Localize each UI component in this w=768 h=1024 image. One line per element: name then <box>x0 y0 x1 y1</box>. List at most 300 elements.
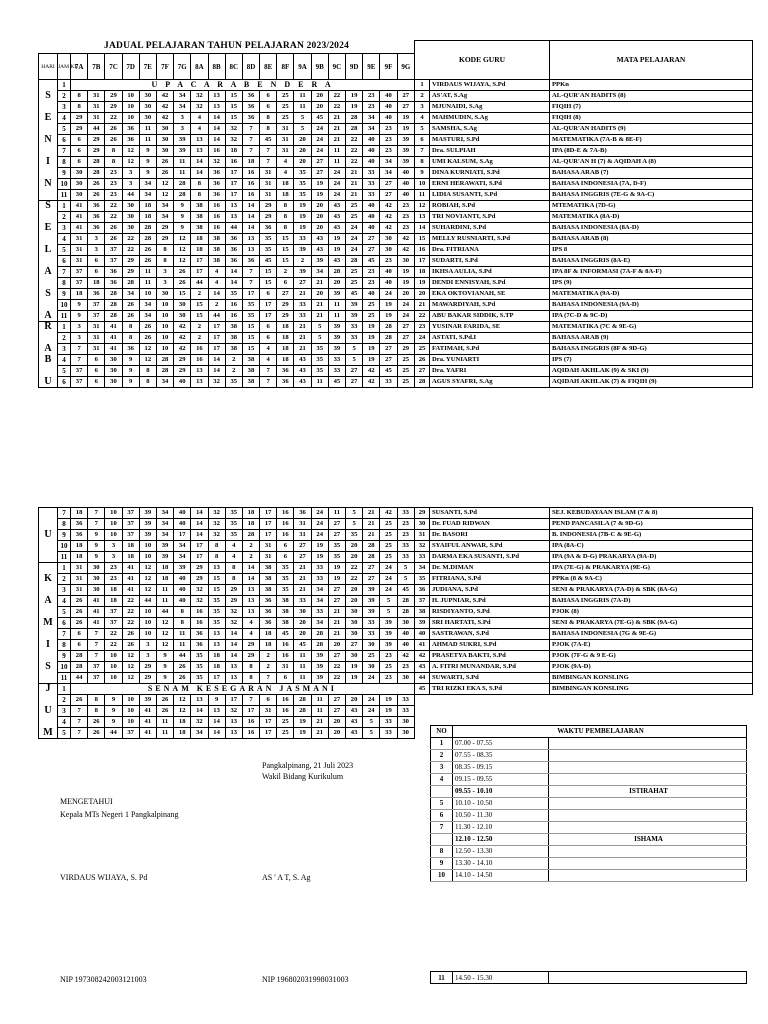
teacher-code-cell: 12 <box>156 618 173 629</box>
teacher-number: 31 <box>415 530 430 541</box>
teacher-code-cell: 6 <box>71 629 88 640</box>
teacher-code-cell: 36 <box>88 223 105 234</box>
teacher-name: FITRIANA, S.Pd <box>430 574 550 585</box>
teacher-name: VIRDAUS WIJAYA, S.Pd <box>430 80 550 91</box>
teacher-subject: BIMBINGAN KONSLING <box>550 684 753 695</box>
time-range: 14.10 - 14.50 <box>453 870 549 882</box>
teacher-code-cell: 24 <box>397 300 414 311</box>
time-note <box>549 774 747 786</box>
teacher-code-cell: 23 <box>380 124 397 135</box>
teacher-code-cell: 27 <box>363 245 380 256</box>
teacher-code-cell: 30 <box>397 728 414 739</box>
teacher-code-cell: 42 <box>397 651 414 662</box>
teacher-code-cell: 8 <box>139 366 156 377</box>
teacher-code-cell: 12 <box>156 640 173 651</box>
day-letter-cell <box>39 717 58 728</box>
teacher-code-cell: 41 <box>71 223 88 234</box>
schedule-row <box>39 146 415 157</box>
teacher-code-cell: 5 <box>397 574 414 585</box>
teacher-name: RISDIYANTO, S.Pd <box>430 607 550 618</box>
teacher-code-cell: 9 <box>71 300 88 311</box>
teacher-code-cell: 33 <box>328 355 345 366</box>
teacher-number: 18 <box>415 267 430 278</box>
teacher-code-cell: 31 <box>277 135 294 146</box>
teacher-code-cell: 42 <box>380 508 397 519</box>
class-header: 9B <box>311 54 328 80</box>
teacher-code-cell: 26 <box>139 256 156 267</box>
teacher-row <box>415 684 753 695</box>
teacher-code-cell: 33 <box>363 618 380 629</box>
teacher-code-cell: 10 <box>122 113 139 124</box>
teacher-code-cell: 21 <box>311 278 328 289</box>
teacher-code-cell: 27 <box>277 289 294 300</box>
teacher-code-cell: 14 <box>208 717 225 728</box>
teacher-code-cell: 36 <box>88 212 105 223</box>
teacher-code-cell: 26 <box>156 168 173 179</box>
teacher-code-cell: 34 <box>156 377 173 388</box>
teacher-code-cell: 35 <box>225 508 242 519</box>
teacher-code-cell: 43 <box>311 245 328 256</box>
teacher-code-cell: 18 <box>208 651 225 662</box>
teacher-row <box>415 234 753 245</box>
teacher-row <box>415 223 753 234</box>
teacher-code-cell: 34 <box>174 102 191 113</box>
wakil-title: Wakil Bidang Kurikulum <box>262 772 344 781</box>
teacher-code-cell: 19 <box>311 190 328 201</box>
teacher-code-cell: 3 <box>88 234 105 245</box>
teacher-code-cell: 19 <box>294 717 311 728</box>
teacher-code-cell: 28 <box>156 366 173 377</box>
time-number: 4 <box>431 774 453 786</box>
schedule-row <box>39 717 415 728</box>
teacher-number: 15 <box>415 234 430 245</box>
jam-number: 8 <box>58 278 71 289</box>
teacher-code-cell: 21 <box>294 289 311 300</box>
teacher-code-cell: 30 <box>174 311 191 322</box>
teacher-code-cell: 23 <box>397 223 414 234</box>
teacher-name: ROBIAH, S.Pd <box>430 201 550 212</box>
teacher-code-cell: 20 <box>311 289 328 300</box>
day-letter-cell: S <box>39 289 58 300</box>
teacher-row <box>415 541 753 552</box>
class-header: 8C <box>225 54 242 80</box>
teacher-subject: MTEMATIKA (7D-G) <box>550 201 753 212</box>
jam-number: 10 <box>58 541 71 552</box>
teacher-code-cell: 6 <box>71 640 88 651</box>
schedule-row <box>39 596 415 607</box>
teacher-code-cell: 27 <box>397 322 414 333</box>
teacher-code-cell: 35 <box>225 377 242 388</box>
teacher-code-cell: 33 <box>363 629 380 640</box>
teacher-code-cell: 28 <box>88 157 105 168</box>
teacher-code-cell: 27 <box>346 377 363 388</box>
teacher-code-cell: 3 <box>71 322 88 333</box>
teacher-number: 26 <box>415 355 430 366</box>
teacher-code-cell: 30 <box>363 640 380 651</box>
jam-number: 1 <box>58 201 71 212</box>
schedule-row <box>39 201 415 212</box>
teacher-code-cell: 26 <box>88 179 105 190</box>
time-note <box>549 858 747 870</box>
teacher-code-cell: 11 <box>294 651 311 662</box>
time-number: 8 <box>431 846 453 858</box>
day-letter-cell: A <box>39 344 58 355</box>
teacher-code-cell: 37 <box>122 728 139 739</box>
jam-number: 9 <box>58 651 71 662</box>
teacher-code-cell: 33 <box>380 717 397 728</box>
jam-number: 10 <box>58 300 71 311</box>
day-letter-cell: J <box>39 684 58 695</box>
teacher-row <box>415 377 753 388</box>
teacher-code-cell: 17 <box>191 541 208 552</box>
teacher-code-cell: 19 <box>380 300 397 311</box>
teacher-code-cell: 10 <box>122 717 139 728</box>
teacher-code-cell: 7 <box>260 146 277 157</box>
teacher-code-cell: 34 <box>380 157 397 168</box>
teacher-code-cell: 11 <box>311 706 328 717</box>
teacher-code-cell: 2 <box>242 552 259 563</box>
schedule-row <box>39 728 415 739</box>
day-letter-cell: S <box>39 201 58 212</box>
teacher-code-cell: 35 <box>225 289 242 300</box>
teacher-number: 28 <box>415 377 430 388</box>
teacher-code-cell: 20 <box>397 289 414 300</box>
teacher-code-cell: 35 <box>328 541 345 552</box>
class-header: 7C <box>105 54 122 80</box>
teacher-number: 27 <box>415 366 430 377</box>
teacher-code-cell: 20 <box>294 629 311 640</box>
teacher-code-cell: 18 <box>105 596 122 607</box>
teacher-code-cell: 15 <box>208 574 225 585</box>
teacher-code-cell: 19 <box>328 574 345 585</box>
teacher-code-cell: 29 <box>397 344 414 355</box>
time-range: 08.35 - 09.15 <box>453 762 549 774</box>
teacher-subject: BAHASA ARAB (9) <box>550 333 753 344</box>
teacher-code-cell: 17 <box>174 530 191 541</box>
teacher-code-cell: 33 <box>311 607 328 618</box>
teacher-code-cell: 26 <box>88 717 105 728</box>
teacher-code-cell: 38 <box>242 377 259 388</box>
teacher-code-cell: 31 <box>71 585 88 596</box>
teacher-code-cell: 16 <box>225 300 242 311</box>
teacher-code-cell: 32 <box>225 135 242 146</box>
teacher-code-cell: 22 <box>328 662 345 673</box>
teacher-code-cell: 31 <box>88 344 105 355</box>
day-letter-cell: A <box>39 267 58 278</box>
day-letter-cell <box>39 552 58 563</box>
time-number: 1 <box>431 738 453 750</box>
time-row <box>431 798 747 810</box>
day-letter-cell: S <box>39 91 58 102</box>
teacher-code-cell: 26 <box>88 728 105 739</box>
teacher-code-cell: 19 <box>380 706 397 717</box>
teacher-code-cell: 32 <box>208 157 225 168</box>
teacher-code-cell: 18 <box>260 640 277 651</box>
jam-number: 1 <box>58 322 71 333</box>
teacher-code-cell: 39 <box>311 256 328 267</box>
jam-number: 8 <box>58 640 71 651</box>
teacher-code-cell: 27 <box>363 234 380 245</box>
teacher-code-cell: 42 <box>397 234 414 245</box>
teacher-code-cell: 33 <box>397 508 414 519</box>
teacher-code-cell: 40 <box>174 574 191 585</box>
teacher-number: 44 <box>415 673 430 684</box>
teacher-code-cell: 7 <box>260 157 277 168</box>
day-letter-cell <box>39 212 58 223</box>
teacher-code-cell: 17 <box>225 190 242 201</box>
teacher-code-cell: 18 <box>277 322 294 333</box>
teacher-code-cell: 28 <box>71 651 88 662</box>
schedule-row <box>39 366 415 377</box>
teacher-code-cell: 29 <box>156 223 173 234</box>
teacher-code-cell: 29 <box>139 662 156 673</box>
teacher-code-cell: 39 <box>328 333 345 344</box>
waktu-last-time: 14.50 - 15.30 <box>453 972 549 984</box>
teacher-code-cell: 22 <box>346 157 363 168</box>
teacher-code-cell: 16 <box>277 695 294 706</box>
teacher-code-cell: 40 <box>174 519 191 530</box>
day-letter-cell <box>39 300 58 311</box>
teacher-code-cell: 13 <box>208 563 225 574</box>
teacher-subject: BAHASA INDONESIA (8A-D) <box>550 223 753 234</box>
teacher-code-cell: 25 <box>277 102 294 113</box>
teacher-code-cell: 40 <box>380 91 397 102</box>
teacher-code-cell: 16 <box>191 618 208 629</box>
teacher-code-cell: 3 <box>105 541 122 552</box>
jam-number: 6 <box>58 256 71 267</box>
teacher-code-cell: 38 <box>242 366 259 377</box>
teacher-code-cell: 31 <box>260 190 277 201</box>
senam-row: SENAM KESEGARAN JASMANI <box>71 684 415 695</box>
teacher-code-cell: 8 <box>225 563 242 574</box>
teacher-row <box>415 267 753 278</box>
teacher-code-cell: 25 <box>346 267 363 278</box>
teacher-code-cell: 7 <box>242 278 259 289</box>
teacher-code-cell: 35 <box>260 234 277 245</box>
teacher-code-cell: 36 <box>225 245 242 256</box>
teacher-code-cell: 34 <box>311 267 328 278</box>
day-letter-cell: K <box>39 574 58 585</box>
day-letter-cell: E <box>39 223 58 234</box>
teacher-code-cell: 39 <box>139 519 156 530</box>
teacher-code-cell: 22 <box>328 673 345 684</box>
teacher-code-cell: 24 <box>363 673 380 684</box>
jam-number: 6 <box>58 135 71 146</box>
teacher-code-table-bottom <box>414 507 753 695</box>
teacher-code-cell: 45 <box>380 366 397 377</box>
teacher-code-cell: 21 <box>363 519 380 530</box>
teacher-code-cell: 9 <box>139 146 156 157</box>
teacher-code-cell: 40 <box>174 585 191 596</box>
teacher-code-cell: 33 <box>346 322 363 333</box>
teacher-subject: BAHASA INGGRIS (7E-G & 9A-C) <box>550 190 753 201</box>
teacher-code-cell: 39 <box>156 541 173 552</box>
teacher-code-cell: 45 <box>260 135 277 146</box>
teacher-code-cell: 4 <box>208 278 225 289</box>
teacher-code-cell: 12 <box>174 695 191 706</box>
time-number: 10 <box>431 870 453 882</box>
teacher-code-cell: 35 <box>277 574 294 585</box>
teacher-name: FATIMAH, S.Pd <box>430 344 550 355</box>
teacher-subject: IPA (7E-G) & PRAKARYA (9E-G) <box>550 563 753 574</box>
teacher-code-cell: 34 <box>363 124 380 135</box>
teacher-code-cell: 26 <box>71 618 88 629</box>
teacher-code-cell: 7 <box>88 629 105 640</box>
teacher-code-cell: 27 <box>397 91 414 102</box>
teacher-code-cell: 12 <box>156 179 173 190</box>
teacher-code-cell: 13 <box>191 146 208 157</box>
teacher-code-cell: 19 <box>397 113 414 124</box>
teacher-code-cell: 19 <box>294 728 311 739</box>
teacher-code-cell: 38 <box>277 596 294 607</box>
schedule-row <box>39 102 415 113</box>
teacher-code-cell: 22 <box>346 574 363 585</box>
day-letter-cell <box>39 333 58 344</box>
teacher-row <box>415 552 753 563</box>
teacher-code-cell: 13 <box>191 695 208 706</box>
teacher-name: A. FITRI MUNANDAR, S.Pd <box>430 662 550 673</box>
teacher-name: SRI HARTATI, S.Pd <box>430 618 550 629</box>
teacher-code-cell: 38 <box>277 607 294 618</box>
teacher-code-cell: 36 <box>122 344 139 355</box>
teacher-code-cell: 23 <box>397 201 414 212</box>
teacher-code-cell: 11 <box>156 596 173 607</box>
teacher-code-cell: 7 <box>242 135 259 146</box>
teacher-code-cell: 7 <box>242 695 259 706</box>
teacher-subject: AL-QUR'AN HADITS (9) <box>550 124 753 135</box>
teacher-code-cell: 17 <box>260 530 277 541</box>
teacher-code-cell: 22 <box>346 563 363 574</box>
teacher-code-cell: 31 <box>277 124 294 135</box>
day-letter-cell <box>39 146 58 157</box>
teacher-code-cell: 28 <box>242 530 259 541</box>
teacher-code-cell: 13 <box>242 596 259 607</box>
teacher-code-cell: 4 <box>208 267 225 278</box>
teacher-code-cell: 8 <box>242 662 259 673</box>
teacher-code-cell: 28 <box>156 355 173 366</box>
teacher-code-cell: 24 <box>311 146 328 157</box>
teacher-name: H. JUPNIAR, S.Pd <box>430 596 550 607</box>
teacher-name: ABU BAKAR SIDDIK, S.TP <box>430 311 550 322</box>
teacher-code-cell: 7 <box>260 673 277 684</box>
teacher-row <box>415 662 753 673</box>
teacher-code-cell: 36 <box>277 377 294 388</box>
teacher-number: 19 <box>415 278 430 289</box>
teacher-code-cell: 26 <box>122 640 139 651</box>
teacher-code-cell: 35 <box>208 607 225 618</box>
teacher-name: TRI RIZKI EKA S, S.Pd <box>430 684 550 695</box>
teacher-name: MAWARDIYAH, S.Pd <box>430 300 550 311</box>
teacher-code-cell: 29 <box>191 574 208 585</box>
teacher-subject: IPA (8D-E & 7A-B) <box>550 146 753 157</box>
teacher-code-cell: 27 <box>328 695 345 706</box>
teacher-name: AHMAD SUKRI, S.Pd <box>430 640 550 651</box>
teacher-code-cell: 42 <box>156 91 173 102</box>
teacher-code-cell: 25 <box>397 355 414 366</box>
time-row <box>431 774 747 786</box>
teacher-code-cell: 19 <box>294 212 311 223</box>
teacher-code-cell: 30 <box>139 102 156 113</box>
teacher-name: ASTATI, S.Pd.I <box>430 333 550 344</box>
teacher-code-cell: 7 <box>88 519 105 530</box>
teacher-code-cell: 5 <box>346 508 363 519</box>
teacher-code-cell: 33 <box>397 541 414 552</box>
teacher-code-cell: 23 <box>397 662 414 673</box>
teacher-code-cell: 22 <box>328 91 345 102</box>
jam-number: 11 <box>58 311 71 322</box>
teacher-code-cell: 17 <box>260 519 277 530</box>
teacher-code-cell: 36 <box>225 256 242 267</box>
teacher-row <box>415 300 753 311</box>
break-label: ISHAMA <box>549 834 747 846</box>
teacher-code-cell: 44 <box>156 607 173 618</box>
teacher-code-cell: 25 <box>363 300 380 311</box>
teacher-code-cell: 27 <box>311 157 328 168</box>
teacher-row <box>415 322 753 333</box>
teacher-code-cell: 21 <box>328 124 345 135</box>
teacher-code-cell: 28 <box>174 190 191 201</box>
teacher-code-cell: 33 <box>363 190 380 201</box>
teacher-code-cell: 42 <box>363 366 380 377</box>
teacher-code-cell: 10 <box>139 541 156 552</box>
teacher-code-cell: 40 <box>397 629 414 640</box>
teacher-code-cell: 21 <box>346 190 363 201</box>
time-number: 9 <box>431 858 453 870</box>
teacher-code-cell: 28 <box>346 256 363 267</box>
teacher-code-cell: 26 <box>122 300 139 311</box>
jam-number: 5 <box>58 245 71 256</box>
teacher-name: PRASETYA BAKTI, S.Pd <box>430 651 550 662</box>
teacher-code-cell: 18 <box>122 541 139 552</box>
time-number <box>431 786 453 798</box>
teacher-code-cell: 35 <box>260 245 277 256</box>
teacher-code-cell: 30 <box>156 289 173 300</box>
teacher-code-cell: 25 <box>380 541 397 552</box>
teacher-code-cell: 25 <box>380 552 397 563</box>
teacher-code-cell: 14 <box>225 629 242 640</box>
teacher-code-cell: 27 <box>294 552 311 563</box>
teacher-name: Dra. YAFRI <box>430 366 550 377</box>
teacher-code-cell: 34 <box>156 519 173 530</box>
teacher-code-cell: 12 <box>139 355 156 366</box>
teacher-number: 40 <box>415 629 430 640</box>
teacher-code-cell: 21 <box>363 508 380 519</box>
teacher-code-cell: 20 <box>346 552 363 563</box>
teacher-code-cell: 21 <box>328 607 345 618</box>
teacher-row <box>415 245 753 256</box>
teacher-code-cell: 26 <box>174 267 191 278</box>
class-header: 9F <box>380 54 397 80</box>
time-number: 5 <box>431 798 453 810</box>
teacher-name: SYAIFUL ANWAR, S.Pd <box>430 541 550 552</box>
jam-number: 8 <box>58 519 71 530</box>
teacher-code-cell: 30 <box>122 212 139 223</box>
teacher-code-cell: 28 <box>397 596 414 607</box>
teacher-code-table-top <box>414 40 753 388</box>
teacher-code-cell: 39 <box>363 607 380 618</box>
teacher-code-cell: 12 <box>122 157 139 168</box>
teacher-code-cell: 35 <box>242 300 259 311</box>
teacher-code-cell: 17 <box>225 695 242 706</box>
teacher-code-cell: 35 <box>346 530 363 541</box>
day-letter-cell <box>39 651 58 662</box>
teacher-code-cell: 40 <box>174 596 191 607</box>
teacher-code-cell: 9 <box>174 223 191 234</box>
teacher-code-cell: 21 <box>311 717 328 728</box>
teacher-subject: PPKn (8 & 9A-C) <box>550 574 753 585</box>
teacher-code-cell: 28 <box>105 311 122 322</box>
teacher-code-cell: 9 <box>156 651 173 662</box>
